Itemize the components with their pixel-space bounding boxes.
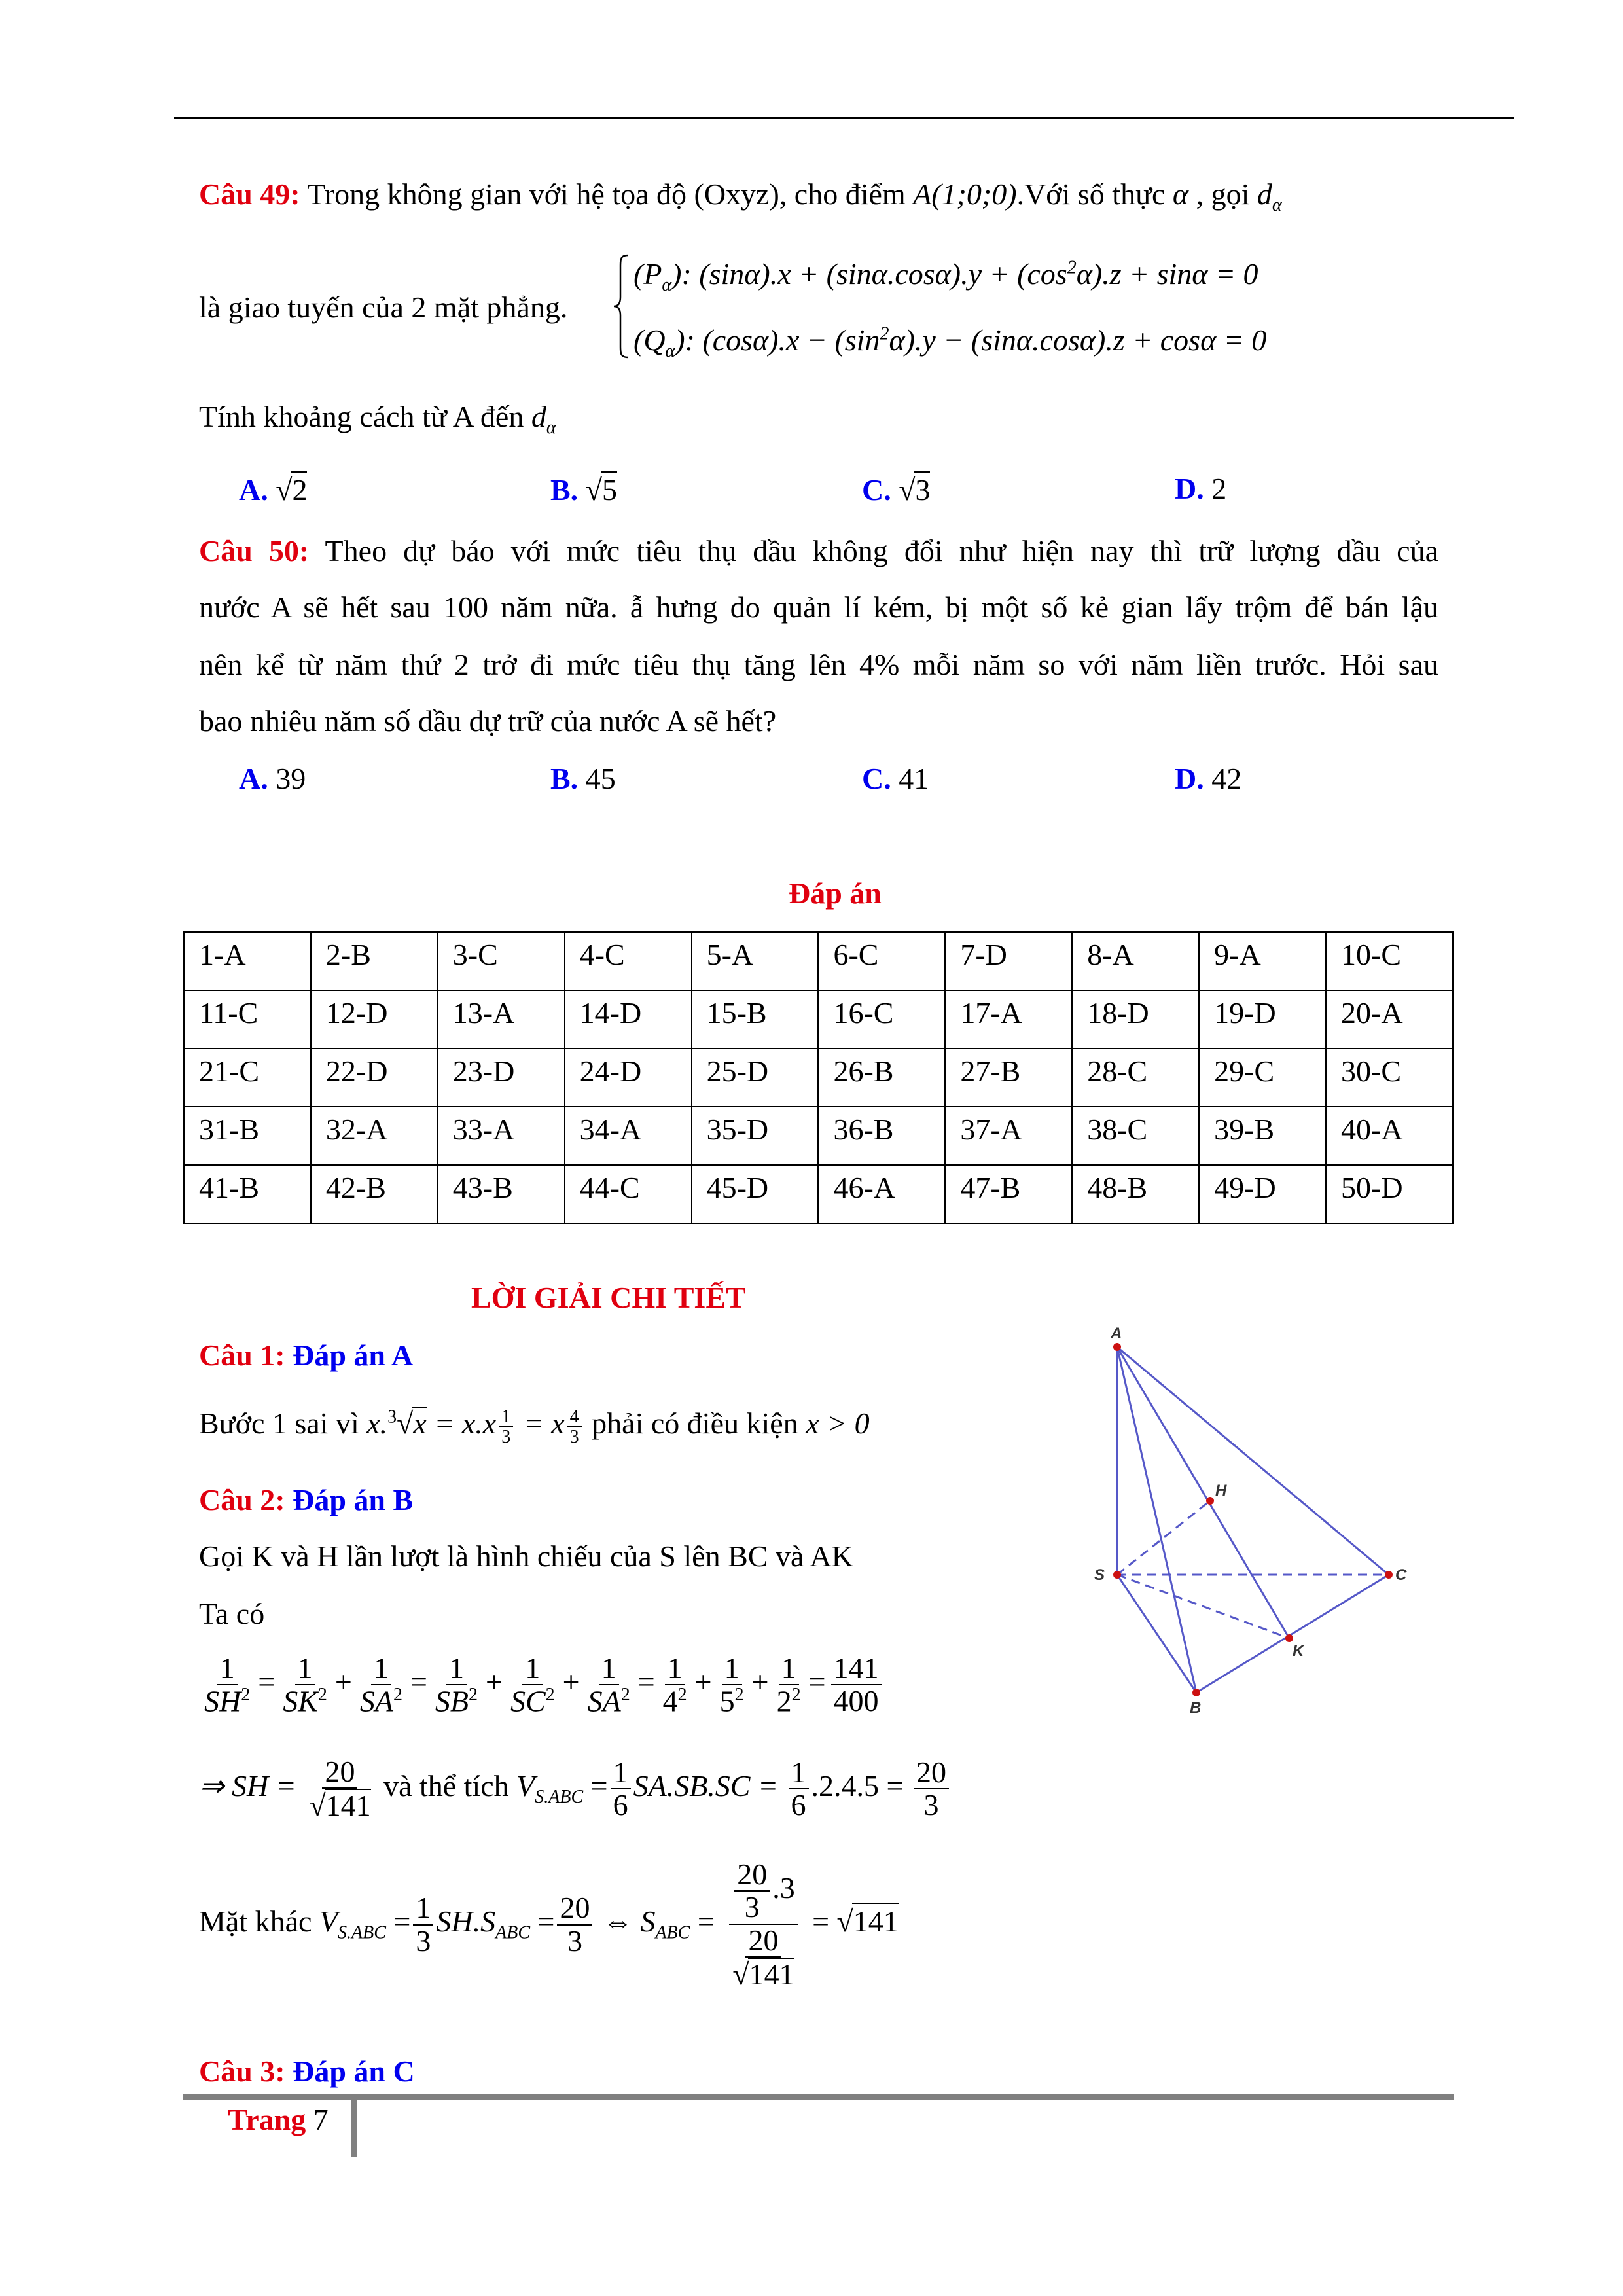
s3-answer: Đáp án C	[293, 2054, 415, 2088]
frac-den: 3	[744, 1890, 760, 1924]
q49-label: Câu 49:	[199, 177, 300, 211]
s2-text2: Ta có	[199, 1597, 265, 1630]
answer-key-cell: 26-B	[818, 1049, 945, 1107]
frac-num: 20	[557, 1892, 592, 1925]
q50-line2: nước A sẽ hết sau 100 năm nữa. ẫ hưng do quản lí kém, bị một số kẻ gian lấy trộm để bán lậu	[199, 590, 1438, 624]
operator: +	[334, 1665, 352, 1699]
frac-num: 1	[413, 1892, 433, 1925]
answer-key-cell: 41-B	[184, 1165, 311, 1223]
operator: +	[751, 1665, 769, 1699]
s2-equation-1	[199, 1653, 884, 1717]
frac-den: 3	[416, 1924, 431, 1958]
answer-key-row	[184, 1107, 1453, 1165]
answer-key-cell: 21-C	[184, 1049, 311, 1107]
s2-equation-2: ⇒ SH = $\frac{20}{√141}$ và thể tích $V_{S.ABC}$ = $\frac{1}{6}$ SA.SB.SC = $\frac{1}{6}$ .2.4.5 = $\frac{20}{3}$	[199, 1756, 952, 1822]
math: =	[393, 1905, 411, 1939]
answer-key-cell: 3-C	[438, 932, 565, 990]
option-value: 3	[914, 471, 930, 507]
frac-den: 400	[833, 1684, 879, 1718]
answer-key-cell: 27-B	[945, 1049, 1072, 1107]
q49-brace	[613, 254, 630, 359]
q50-line1	[199, 533, 1438, 568]
answer-key-cell: 12-D	[311, 990, 438, 1049]
answer-key-cell: 32-A	[311, 1107, 438, 1165]
label-c: C	[1395, 1566, 1407, 1584]
option-label: A.	[239, 762, 268, 795]
answer-key-cell: 28-C	[1072, 1049, 1199, 1107]
radicand: x	[413, 1407, 427, 1440]
frac-num: 20	[734, 1859, 770, 1892]
operator: +	[694, 1665, 712, 1699]
text: và thể tích	[383, 1768, 509, 1803]
frac-num: 1	[522, 1653, 543, 1685]
option-value: 45	[585, 762, 616, 795]
math: SH.S	[436, 1905, 496, 1939]
eq-sup: 2	[1067, 257, 1077, 278]
answer-key-row	[184, 1049, 1453, 1107]
page-number: 7	[313, 2103, 329, 2136]
s2-text1: Gọi K và H lần lượt là hình chiếu của S lên BC và AK	[199, 1539, 853, 1573]
option-value: 42	[1211, 762, 1242, 795]
math: = x.x	[434, 1407, 497, 1440]
eq-sub: α	[662, 275, 672, 296]
math: .2.4.5 =	[811, 1768, 904, 1803]
exponent: 2	[620, 1685, 630, 1706]
frac-num: 1	[722, 1653, 742, 1685]
option-value: 2	[291, 471, 307, 507]
frac-den: 141	[749, 1957, 794, 1991]
q49-eq-p	[633, 257, 1258, 296]
exp-num: 1	[499, 1407, 513, 1427]
q49-d-sub: α	[546, 418, 556, 439]
math: = x	[523, 1407, 565, 1440]
frac-den: SK	[283, 1684, 318, 1718]
answer-key-cell: 34-A	[565, 1107, 692, 1165]
s2-answer: Đáp án B	[293, 1483, 414, 1516]
frac-num: 1	[295, 1653, 315, 1685]
fraction	[202, 1653, 253, 1717]
q49-answer-d	[1175, 471, 1226, 506]
operator: =	[637, 1665, 655, 1699]
option-label: D.	[1175, 762, 1204, 795]
exponent: 2	[317, 1685, 327, 1706]
q49-d: d	[1257, 177, 1272, 211]
answer-key-cell: 20-A	[1326, 990, 1453, 1049]
root-index: 3	[387, 1407, 397, 1427]
math: SA.SB.SC =	[633, 1768, 779, 1803]
option-label: D.	[1175, 472, 1204, 505]
frac-num: 20	[914, 1757, 949, 1789]
answer-key-row	[184, 932, 1453, 990]
footer-rule	[183, 2094, 1454, 2100]
answer-key-cell: 16-C	[818, 990, 945, 1049]
q49-answer-a: A. √2	[239, 471, 307, 507]
option-label: A.	[239, 473, 268, 507]
answer-key-cell: 31-B	[184, 1107, 311, 1165]
q50-answer-c	[862, 761, 929, 796]
q49-text3: , gọi	[1196, 177, 1250, 211]
answer-key-cell: 10-C	[1326, 932, 1453, 990]
label-h: H	[1215, 1482, 1227, 1499]
answer-key-cell: 48-B	[1072, 1165, 1199, 1223]
exponent: 2	[545, 1685, 555, 1706]
q49-point: A(1;0;0)	[913, 177, 1017, 211]
answer-key-row	[184, 990, 1453, 1049]
q49-question	[199, 399, 556, 439]
frac-den: 141	[325, 1789, 371, 1823]
eq-sup: 2	[880, 323, 889, 344]
option-label: B.	[550, 473, 579, 507]
math: ⇒ SH =	[199, 1768, 296, 1803]
exp-num: 4	[567, 1407, 582, 1427]
answer-key-cell: 30-C	[1326, 1049, 1453, 1107]
answer-key-cell: 7-D	[945, 932, 1072, 990]
exponent: 2	[734, 1685, 744, 1706]
s2-heading	[199, 1482, 413, 1517]
option-label: C.	[862, 762, 891, 795]
answer-key-cell: 47-B	[945, 1165, 1072, 1223]
frac-den: SC	[510, 1684, 546, 1718]
eq-part: (Q	[633, 323, 666, 357]
exponent: 2	[241, 1685, 251, 1706]
s3-label: Câu 3:	[199, 2054, 285, 2088]
operator: =	[410, 1665, 427, 1699]
eq-part: ): (sinα).x + (sinα.cosα).y + (cos	[671, 257, 1067, 291]
s1-text: Bước 1 sai vì x.$^3$√x = x.x $\frac{1}{3}$ = x $\frac{4}{3}$ phải có điều kiện x > 0	[199, 1407, 870, 1448]
label-a: A	[1111, 1325, 1122, 1342]
footer-label: Trang	[228, 2103, 306, 2136]
footer-divider	[351, 2100, 357, 2157]
frac-num: 1	[611, 1757, 631, 1789]
option-value: 2	[1211, 472, 1227, 505]
fraction	[508, 1653, 558, 1717]
q50-line4: bao nhiêu năm số dầu dự trữ của nước A sẽ hết?	[199, 704, 777, 738]
answer-key-cell: 25-D	[692, 1049, 819, 1107]
answer-key-cell: 17-A	[945, 990, 1072, 1049]
pyramid-figure	[1073, 1322, 1440, 1728]
q49-text: Trong không gian với hệ tọa độ (Oxyz), cho điểm	[307, 177, 906, 211]
s1-text1: Bước 1 sai vì	[199, 1407, 359, 1440]
math: x.	[366, 1407, 388, 1440]
fraction	[717, 1653, 747, 1717]
q49-line1	[199, 177, 1282, 216]
frac-num: 1	[217, 1653, 238, 1685]
fraction	[357, 1653, 405, 1717]
answer-key-cell: 5-A	[692, 932, 819, 990]
eq-part: ): (cosα).x − (sin	[675, 323, 880, 357]
math: =	[590, 1768, 608, 1803]
frac-den: 5	[719, 1684, 735, 1718]
q50-answer-d	[1175, 761, 1241, 796]
s1-text2: phải có điều kiện	[592, 1407, 798, 1440]
answer-key-cell: 13-A	[438, 990, 565, 1049]
s2-equation-3: Mặt khác $V_{S.ABC}$ = $\frac{1}{3}$ $SH.S_{ABC}$ = $\frac{20}{3}$ ⇔ $S_{ABC}$ = $\frac{20}{3}$ .3 $\frac{20}{√141}$ = √141	[199, 1857, 899, 1991]
frac-num: 1	[665, 1653, 685, 1685]
answer-key-cell: 40-A	[1326, 1107, 1453, 1165]
math-sub: ABC	[495, 1922, 531, 1943]
answer-key-cell: 19-D	[1199, 990, 1326, 1049]
fraction	[774, 1653, 804, 1717]
q49-answer-b: B. √5	[550, 471, 617, 507]
option-label: C.	[862, 473, 891, 507]
frac-den: 3	[567, 1924, 582, 1958]
math: V	[319, 1905, 338, 1939]
answer-key-row	[184, 1165, 1453, 1223]
frac-num: 20	[322, 1756, 357, 1789]
fraction	[831, 1653, 882, 1717]
math: =	[697, 1905, 715, 1939]
fraction	[433, 1653, 480, 1717]
answer-key-cell: 36-B	[818, 1107, 945, 1165]
eq-part: α).y − (sinα.cosα).z + cosα = 0	[889, 323, 1267, 357]
q50-text: Theo dự báo với mức tiêu thụ dầu không đổi như hiện nay thì trữ lượng dầu của	[325, 534, 1439, 567]
operator: +	[486, 1665, 503, 1699]
frac-den: 4	[662, 1684, 678, 1718]
answer-key-cell: 37-A	[945, 1107, 1072, 1165]
answer-key-cell: 15-B	[692, 990, 819, 1049]
s1-heading	[199, 1338, 413, 1372]
frac-num: 1	[779, 1653, 799, 1685]
answer-key-cell: 22-D	[311, 1049, 438, 1107]
q50-line3: nên kể từ năm thứ 2 trở đi mức tiêu thụ tăng lên 4% mỗi năm so với năm liền trước. Hỏi sau	[199, 648, 1438, 681]
exp-den: 3	[501, 1427, 511, 1448]
exponent: 2	[393, 1685, 402, 1706]
answer-key-cell: 38-C	[1072, 1107, 1199, 1165]
answer-key-cell: 11-C	[184, 990, 311, 1049]
math-sub: ABC	[655, 1922, 690, 1943]
answer-key-cell: 14-D	[565, 990, 692, 1049]
label-b: B	[1190, 1699, 1202, 1717]
answer-key-cell: 49-D	[1199, 1165, 1326, 1223]
q50-answer-b	[550, 761, 616, 796]
q49-question-text: Tính khoảng cách từ A đến	[199, 400, 524, 433]
solution-title: LỜI GIẢI CHI TIẾT	[471, 1281, 746, 1314]
math: =	[537, 1905, 555, 1939]
answer-key-cell: 2-B	[311, 932, 438, 990]
operator: =	[808, 1665, 826, 1699]
q49-text2: .Với số thực	[1016, 177, 1166, 211]
answer-key-cell: 4-C	[565, 932, 692, 990]
q50-label: Câu 50:	[199, 534, 310, 567]
s2-label: Câu 2:	[199, 1483, 285, 1516]
math: V	[516, 1768, 535, 1803]
answer-key-cell: 50-D	[1326, 1165, 1453, 1223]
q49-d-sub: α	[1272, 195, 1282, 216]
answer-key-cell: 24-D	[565, 1049, 692, 1107]
condition: x > 0	[806, 1407, 870, 1440]
frac-den: SA	[359, 1684, 393, 1718]
math-sub: S.ABC	[535, 1787, 584, 1808]
option-label: B.	[550, 762, 579, 795]
frac-num: 20	[745, 1925, 781, 1958]
frac-den: 6	[613, 1788, 628, 1822]
answer-key-cell: 45-D	[692, 1165, 819, 1223]
fraction	[280, 1653, 330, 1717]
frac-num: 141	[831, 1653, 882, 1685]
top-rule	[174, 117, 1514, 119]
option-value: 39	[276, 762, 306, 795]
result: 141	[852, 1903, 899, 1939]
frac-num: 1	[371, 1653, 391, 1685]
text: Mặt khác	[199, 1905, 312, 1939]
label-k: K	[1293, 1642, 1304, 1660]
answer-key-cell: 18-D	[1072, 990, 1199, 1049]
q49-alpha: α	[1172, 177, 1189, 211]
frac-num: 1	[599, 1653, 619, 1685]
q49-answer-c: C. √3	[862, 471, 930, 507]
s1-answer: Đáp án A	[293, 1338, 414, 1372]
answer-key-cell: 42-B	[311, 1165, 438, 1223]
answer-key-cell: 6-C	[818, 932, 945, 990]
exponent: 2	[469, 1685, 478, 1706]
frac-num: 1	[789, 1757, 809, 1789]
frac-den: 2	[776, 1684, 792, 1718]
answer-key-cell: 39-B	[1199, 1107, 1326, 1165]
operator: =	[258, 1665, 276, 1699]
exponent: 2	[791, 1685, 801, 1706]
fraction	[585, 1653, 633, 1717]
s3-heading	[199, 2054, 415, 2089]
q49-planes-text: là giao tuyến của 2 mặt phẳng.	[199, 291, 568, 324]
s1-label: Câu 1:	[199, 1338, 285, 1372]
page-footer	[228, 2102, 329, 2137]
answer-key-cell: 46-A	[818, 1165, 945, 1223]
exponent: 2	[677, 1685, 687, 1706]
math-sub: S.ABC	[338, 1922, 386, 1943]
fraction	[660, 1653, 690, 1717]
answer-key-cell: 23-D	[438, 1049, 565, 1107]
math: .3	[772, 1871, 795, 1905]
frac-den: 3	[923, 1788, 939, 1822]
eq-part: α).z + sinα = 0	[1076, 257, 1258, 291]
answer-key-cell: 1-A	[184, 932, 311, 990]
q49-eq-q	[633, 323, 1266, 362]
math: ⇔ S	[602, 1905, 656, 1939]
frac-num: 1	[446, 1653, 467, 1685]
frac-den: SA	[587, 1684, 621, 1718]
option-value: 5	[601, 471, 617, 507]
eq-part: (P	[633, 257, 662, 291]
answer-key-cell: 9-A	[1199, 932, 1326, 990]
q50-answer-a	[239, 761, 306, 796]
answer-key-cell: 29-C	[1199, 1049, 1326, 1107]
frac-den: SH	[204, 1684, 241, 1718]
frac-den: SB	[435, 1684, 469, 1718]
eq-sub: α	[665, 341, 675, 362]
label-s: S	[1094, 1566, 1105, 1584]
operator: +	[562, 1665, 580, 1699]
answer-key-cell: 8-A	[1072, 932, 1199, 990]
answer-key-cell: 44-C	[565, 1165, 692, 1223]
exp-den: 3	[569, 1427, 579, 1448]
q49-d: d	[531, 400, 546, 433]
option-value: 41	[899, 762, 929, 795]
frac-den: 6	[791, 1788, 806, 1822]
answer-key-title: Đáp án	[789, 876, 882, 910]
answer-key-cell: 43-B	[438, 1165, 565, 1223]
answer-key-cell: 33-A	[438, 1107, 565, 1165]
math: =	[812, 1905, 830, 1939]
answer-key-cell: 35-D	[692, 1107, 819, 1165]
answer-key-table	[183, 931, 1454, 1224]
